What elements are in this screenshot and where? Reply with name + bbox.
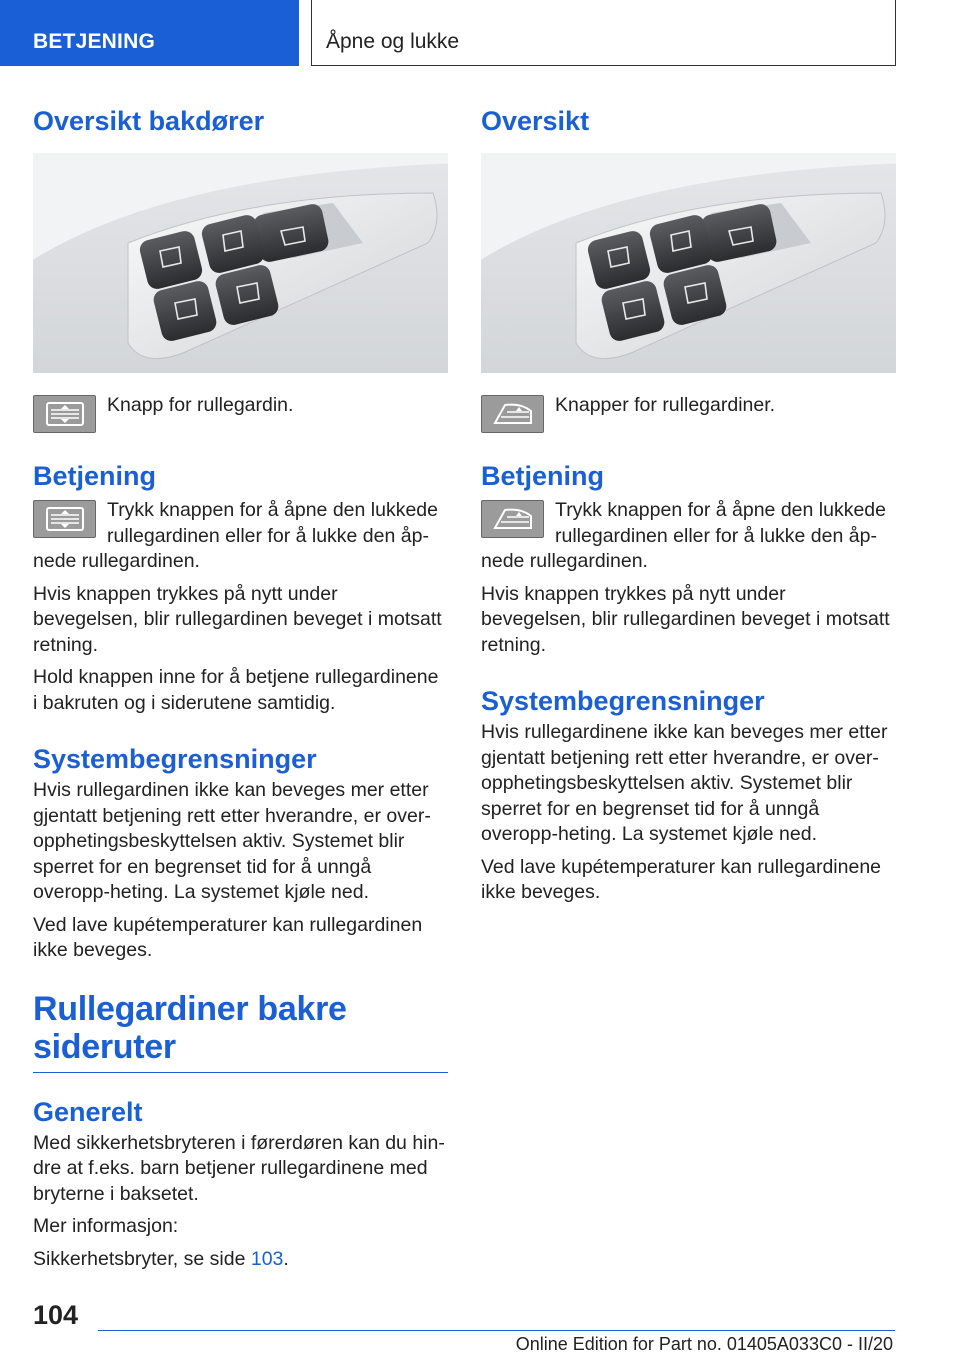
operation-text-cont: nede rullegardinen. (481, 550, 648, 572)
operation-text-3: Hold knappen inne for å betjene rullegardinene i bakruten og i siderutene samtidig. (33, 666, 439, 714)
rear-sunblind-icon (33, 395, 96, 433)
icon-caption-row (33, 395, 448, 433)
page-number: 104 (33, 1300, 79, 1330)
operation-text: Trykk knappen for å åpne den lukkede rullegardinen eller for å lukke den åp- (107, 499, 438, 547)
right-column (481, 100, 896, 906)
general-text-2: Mer informasjon: (33, 1215, 179, 1237)
rear-sunblind-icon (33, 500, 96, 538)
limits-text-2: Ved lave kupétemperaturer kan rullegardinen ikke beveges. (33, 913, 423, 961)
door-switch-panel-photo (33, 153, 448, 373)
heading-rule (33, 1072, 448, 1073)
door-switch-panel-photo (481, 153, 896, 373)
edition-text: Online Edition for Part no. 01405A033C0 - II/20 (515, 1334, 893, 1354)
operation-text-2: Hvis knappen trykkes på nytt under bevegelsen, blir rullegardinen beveget i motsatt retning. (481, 582, 890, 656)
section-tab (0, 0, 299, 66)
section-title: BETJENING (33, 30, 155, 53)
chapter-title: Åpne og lukke (326, 30, 460, 53)
side-sunblind-icon (481, 500, 544, 538)
icon-caption-row (481, 395, 896, 433)
operation-row (481, 498, 896, 549)
operation-text-cont: nede rullegardinen. (33, 550, 200, 572)
heading-operation: Betjening (481, 461, 605, 491)
left-column (33, 100, 448, 1272)
crossref-end: . (283, 1247, 289, 1270)
heading-rear-side-sunblinds (33, 990, 448, 1066)
chapter-tab (311, 0, 896, 66)
icon-caption: Knapp for rullegardin. (107, 394, 294, 416)
limits-text: Hvis rullegardinene ikke kan beveges mer etter gjentatt betjening rett etter hverandre, er over-opphetingsbeskyttelsen aktiv. Systemet blir sperret for en begrenset tid for å unngå overopp-heting. La systemet kjøle ned. (481, 721, 888, 845)
operation-row (33, 498, 448, 549)
page-link[interactable]: 103 (250, 1247, 284, 1270)
footer-rule (98, 1330, 895, 1331)
heading-line-2: sideruter (33, 1027, 176, 1066)
limits-text: Hvis rullegardinen ikke kan beveges mer etter gjentatt betjening rett etter hverandre, er over-opphetingsbeskyttelsen aktiv. Systemet blir sperret for en begrenset tid for å unngå overopp-heting. La systemet kjøle ned. (33, 779, 431, 903)
heading-line-1: Rullegardiner bakre (33, 989, 347, 1028)
heading-overview: Oversikt (481, 106, 590, 136)
general-text: Med sikkerhetsbryteren i førerdøren kan du hin-dre at f.eks. barn betjener rullegardinene med bryterne i baksetet. (33, 1131, 445, 1205)
heading-operation: Betjening (33, 461, 157, 491)
heading-system-limits: Systembegrensninger (481, 686, 765, 716)
heading-system-limits: Systembegrensninger (33, 744, 317, 774)
operation-text-2: Hvis knappen trykkes på nytt under bevegelsen, blir rullegardinen beveget i motsatt retning. (33, 582, 442, 656)
icon-caption: Knapper for rullegardiner. (555, 394, 776, 416)
heading-general: Generelt (33, 1096, 143, 1127)
crossref-text: Sikkerhetsbryter, se side (33, 1247, 251, 1270)
side-sunblind-icon (481, 395, 544, 433)
operation-text: Trykk knappen for å åpne den lukkede rullegardinen eller for å lukke den åp- (555, 499, 886, 547)
general-text-3 (33, 1247, 448, 1273)
heading-overview-rear-doors: Oversikt bakdører (33, 106, 265, 136)
limits-text-2: Ved lave kupétemperaturer kan rullegardinene ikke beveges. (481, 855, 882, 903)
